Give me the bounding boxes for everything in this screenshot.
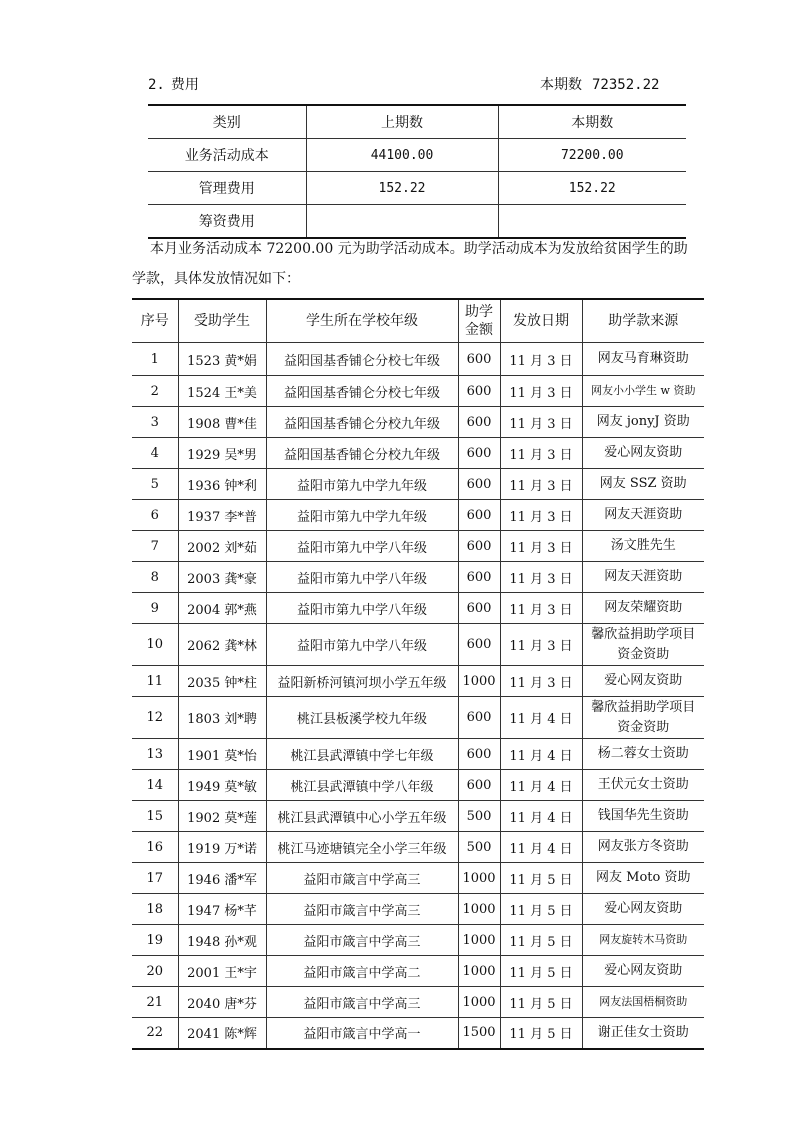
aid-index: 1 bbox=[132, 343, 178, 376]
expense-current bbox=[498, 205, 686, 239]
aid-index: 17 bbox=[132, 863, 178, 894]
aid-index: 11 bbox=[132, 666, 178, 697]
aid-student: 1937 李*普 bbox=[178, 500, 266, 531]
aid-student: 1919 万*诺 bbox=[178, 832, 266, 863]
aid-source: 网友小小学生 w 资助 bbox=[582, 376, 704, 407]
aid-student: 1524 王*美 bbox=[178, 376, 266, 407]
aid-row bbox=[132, 770, 704, 801]
aid-student: 1949 莫*敏 bbox=[178, 770, 266, 801]
aid-date: 11 月 3 日 bbox=[500, 438, 582, 469]
aid-amount: 600 bbox=[458, 500, 500, 531]
aid-student: 1948 孙*观 bbox=[178, 925, 266, 956]
aid-school: 益阳市箴言中学高三 bbox=[266, 987, 458, 1018]
aid-header-source: 助学款来源 bbox=[582, 299, 704, 343]
aid-amount: 1000 bbox=[458, 894, 500, 925]
aid-row bbox=[132, 438, 704, 469]
aid-student: 1947 杨*芊 bbox=[178, 894, 266, 925]
aid-row bbox=[132, 531, 704, 562]
description-paragraph: 本月业务活动成本 72200.00 元为助学活动成本。助学活动成本为发放给贫困学生的助学款，具体发放情况如下： bbox=[132, 241, 688, 287]
aid-amount: 1000 bbox=[458, 987, 500, 1018]
aid-student: 2004 郭*燕 bbox=[178, 593, 266, 624]
aid-row bbox=[132, 832, 704, 863]
aid-amount: 600 bbox=[458, 770, 500, 801]
current-period-total bbox=[540, 74, 659, 94]
aid-row bbox=[132, 343, 704, 376]
aid-amount: 600 bbox=[458, 407, 500, 438]
expense-current: 72200.00 bbox=[498, 139, 686, 172]
aid-school: 益阳市第九中学九年级 bbox=[266, 500, 458, 531]
aid-date: 11 月 4 日 bbox=[500, 832, 582, 863]
aid-school: 桃江马迹塘镇完全小学三年级 bbox=[266, 832, 458, 863]
aid-school: 桃江县武潭镇中学八年级 bbox=[266, 770, 458, 801]
aid-source: 爱心网友资助 bbox=[582, 894, 704, 925]
aid-row bbox=[132, 925, 704, 956]
expense-category: 筹资费用 bbox=[148, 205, 306, 239]
aid-amount: 600 bbox=[458, 531, 500, 562]
aid-index: 9 bbox=[132, 593, 178, 624]
expense-previous bbox=[306, 205, 498, 239]
aid-amount: 1000 bbox=[458, 666, 500, 697]
expense-previous: 44100.00 bbox=[306, 139, 498, 172]
aid-school: 益阳市第九中学九年级 bbox=[266, 469, 458, 500]
aid-school: 益阳市箴言中学高三 bbox=[266, 863, 458, 894]
aid-index: 5 bbox=[132, 469, 178, 500]
aid-source: 王伏元女士资助 bbox=[582, 770, 704, 801]
aid-amount: 600 bbox=[458, 697, 500, 739]
expense-header-category: 类别 bbox=[148, 105, 306, 139]
aid-source: 网友天涯资助 bbox=[582, 500, 704, 531]
aid-school: 益阳国基香铺仑分校九年级 bbox=[266, 407, 458, 438]
aid-index: 7 bbox=[132, 531, 178, 562]
aid-row bbox=[132, 469, 704, 500]
expense-category: 管理费用 bbox=[148, 172, 306, 205]
aid-source: 爱心网友资助 bbox=[582, 438, 704, 469]
aid-student: 1946 潘*军 bbox=[178, 863, 266, 894]
expense-row bbox=[148, 172, 686, 205]
expense-table-header bbox=[148, 105, 686, 139]
aid-date: 11 月 5 日 bbox=[500, 987, 582, 1018]
aid-student: 2062 龚*林 bbox=[178, 624, 266, 666]
aid-student: 1908 曹*佳 bbox=[178, 407, 266, 438]
aid-date: 11 月 5 日 bbox=[500, 925, 582, 956]
aid-student: 1803 刘*聘 bbox=[178, 697, 266, 739]
aid-school: 益阳国基香铺仑分校七年级 bbox=[266, 343, 458, 376]
aid-student: 1929 吴*男 bbox=[178, 438, 266, 469]
aid-amount: 600 bbox=[458, 593, 500, 624]
aid-row bbox=[132, 801, 704, 832]
aid-source: 网友旋转木马资助 bbox=[582, 925, 704, 956]
aid-source: 馨欣益捐助学项目资金资助 bbox=[582, 697, 704, 739]
aid-source: 杨二蓉女士资助 bbox=[582, 739, 704, 770]
current-period-label: 本期数 bbox=[540, 77, 582, 93]
aid-header-student: 受助学生 bbox=[178, 299, 266, 343]
aid-amount: 600 bbox=[458, 438, 500, 469]
aid-amount: 500 bbox=[458, 832, 500, 863]
aid-row bbox=[132, 1018, 704, 1049]
aid-amount: 1000 bbox=[458, 863, 500, 894]
aid-school: 益阳市箴言中学高三 bbox=[266, 925, 458, 956]
aid-row bbox=[132, 666, 704, 697]
aid-source: 网友马育琳资助 bbox=[582, 343, 704, 376]
aid-index: 14 bbox=[132, 770, 178, 801]
aid-date: 11 月 5 日 bbox=[500, 956, 582, 987]
aid-source: 爱心网友资助 bbox=[582, 956, 704, 987]
aid-row bbox=[132, 376, 704, 407]
aid-date: 11 月 3 日 bbox=[500, 376, 582, 407]
aid-amount: 600 bbox=[458, 376, 500, 407]
aid-school: 益阳国基香铺仑分校七年级 bbox=[266, 376, 458, 407]
aid-row bbox=[132, 987, 704, 1018]
aid-source: 馨欣益捐助学项目资金资助 bbox=[582, 624, 704, 666]
expense-category: 业务活动成本 bbox=[148, 139, 306, 172]
aid-student: 2035 钟*柱 bbox=[178, 666, 266, 697]
aid-table-header bbox=[132, 299, 704, 343]
aid-source: 网友张方冬资助 bbox=[582, 832, 704, 863]
aid-row bbox=[132, 739, 704, 770]
aid-student: 1902 莫*莲 bbox=[178, 801, 266, 832]
aid-index: 22 bbox=[132, 1018, 178, 1049]
aid-date: 11 月 5 日 bbox=[500, 863, 582, 894]
aid-header-index: 序号 bbox=[132, 299, 178, 343]
aid-amount: 600 bbox=[458, 343, 500, 376]
aid-school: 益阳市箴言中学高二 bbox=[266, 956, 458, 987]
aid-school: 桃江县武潭镇中学七年级 bbox=[266, 739, 458, 770]
aid-student: 1523 黄*娟 bbox=[178, 343, 266, 376]
aid-row bbox=[132, 407, 704, 438]
expense-row bbox=[148, 139, 686, 172]
aid-student: 2041 陈*辉 bbox=[178, 1018, 266, 1049]
aid-amount: 600 bbox=[458, 624, 500, 666]
aid-amount: 500 bbox=[458, 801, 500, 832]
expense-previous: 152.22 bbox=[306, 172, 498, 205]
aid-amount: 600 bbox=[458, 562, 500, 593]
aid-date: 11 月 4 日 bbox=[500, 801, 582, 832]
aid-date: 11 月 3 日 bbox=[500, 407, 582, 438]
aid-index: 16 bbox=[132, 832, 178, 863]
aid-header-amount: 助学金额 bbox=[458, 299, 500, 343]
section-heading bbox=[148, 74, 199, 94]
aid-school: 桃江县武潭镇中心小学五年级 bbox=[266, 801, 458, 832]
aid-row bbox=[132, 697, 704, 739]
aid-index: 21 bbox=[132, 987, 178, 1018]
aid-index: 20 bbox=[132, 956, 178, 987]
aid-school: 益阳市第九中学八年级 bbox=[266, 624, 458, 666]
aid-date: 11 月 3 日 bbox=[500, 666, 582, 697]
aid-date: 11 月 4 日 bbox=[500, 739, 582, 770]
aid-index: 19 bbox=[132, 925, 178, 956]
aid-index: 18 bbox=[132, 894, 178, 925]
expense-current: 152.22 bbox=[498, 172, 686, 205]
aid-source: 谢正佳女士资助 bbox=[582, 1018, 704, 1049]
aid-header-date: 发放日期 bbox=[500, 299, 582, 343]
aid-date: 11 月 5 日 bbox=[500, 1018, 582, 1049]
aid-index: 8 bbox=[132, 562, 178, 593]
aid-school: 益阳市第九中学八年级 bbox=[266, 593, 458, 624]
aid-source: 网友荣耀资助 bbox=[582, 593, 704, 624]
aid-student: 2003 龚*豪 bbox=[178, 562, 266, 593]
aid-index: 15 bbox=[132, 801, 178, 832]
aid-amount: 1000 bbox=[458, 956, 500, 987]
aid-student: 2040 唐*芬 bbox=[178, 987, 266, 1018]
aid-source: 爱心网友资助 bbox=[582, 666, 704, 697]
aid-date: 11 月 3 日 bbox=[500, 500, 582, 531]
aid-header-school: 学生所在学校年级 bbox=[266, 299, 458, 343]
aid-school: 益阳市箴言中学高三 bbox=[266, 894, 458, 925]
expense-row bbox=[148, 205, 686, 239]
aid-student: 2002 刘*茹 bbox=[178, 531, 266, 562]
aid-table bbox=[132, 298, 704, 1050]
aid-index: 13 bbox=[132, 739, 178, 770]
expense-table bbox=[148, 104, 686, 239]
aid-row bbox=[132, 956, 704, 987]
aid-index: 3 bbox=[132, 407, 178, 438]
aid-amount: 1500 bbox=[458, 1018, 500, 1049]
aid-date: 11 月 4 日 bbox=[500, 770, 582, 801]
current-period-value: 72352.22 bbox=[592, 77, 660, 93]
aid-source: 网友 Moto 资助 bbox=[582, 863, 704, 894]
aid-source: 网友法国梧桐资助 bbox=[582, 987, 704, 1018]
aid-index: 6 bbox=[132, 500, 178, 531]
expense-header-current: 本期数 bbox=[498, 105, 686, 139]
aid-date: 11 月 3 日 bbox=[500, 531, 582, 562]
aid-row bbox=[132, 894, 704, 925]
aid-date: 11 月 4 日 bbox=[500, 697, 582, 739]
aid-school: 桃江县板溪学校九年级 bbox=[266, 697, 458, 739]
aid-school: 益阳市第九中学八年级 bbox=[266, 531, 458, 562]
aid-index: 12 bbox=[132, 697, 178, 739]
aid-source: 钱国华先生资助 bbox=[582, 801, 704, 832]
aid-date: 11 月 3 日 bbox=[500, 469, 582, 500]
aid-school: 益阳国基香铺仑分校九年级 bbox=[266, 438, 458, 469]
aid-date: 11 月 3 日 bbox=[500, 562, 582, 593]
aid-row bbox=[132, 562, 704, 593]
aid-student: 1901 莫*怡 bbox=[178, 739, 266, 770]
section-number: 2. bbox=[148, 77, 165, 93]
aid-row bbox=[132, 863, 704, 894]
aid-date: 11 月 5 日 bbox=[500, 894, 582, 925]
aid-index: 10 bbox=[132, 624, 178, 666]
aid-source: 汤文胜先生 bbox=[582, 531, 704, 562]
aid-row bbox=[132, 500, 704, 531]
aid-date: 11 月 3 日 bbox=[500, 624, 582, 666]
expense-header-previous: 上期数 bbox=[306, 105, 498, 139]
aid-date: 11 月 3 日 bbox=[500, 343, 582, 376]
aid-student: 2001 王*宇 bbox=[178, 956, 266, 987]
aid-source: 网友 SSZ 资助 bbox=[582, 469, 704, 500]
section-title: 费用 bbox=[170, 77, 199, 93]
aid-school: 益阳市箴言中学高一 bbox=[266, 1018, 458, 1049]
aid-date: 11 月 3 日 bbox=[500, 593, 582, 624]
aid-source: 网友天涯资助 bbox=[582, 562, 704, 593]
aid-row bbox=[132, 593, 704, 624]
aid-school: 益阳新桥河镇河坝小学五年级 bbox=[266, 666, 458, 697]
aid-amount: 600 bbox=[458, 469, 500, 500]
aid-row bbox=[132, 624, 704, 666]
aid-school: 益阳市第九中学八年级 bbox=[266, 562, 458, 593]
aid-index: 2 bbox=[132, 376, 178, 407]
aid-index: 4 bbox=[132, 438, 178, 469]
aid-source: 网友 jonyJ 资助 bbox=[582, 407, 704, 438]
aid-amount: 1000 bbox=[458, 925, 500, 956]
aid-amount: 600 bbox=[458, 739, 500, 770]
aid-student: 1936 钟*利 bbox=[178, 469, 266, 500]
